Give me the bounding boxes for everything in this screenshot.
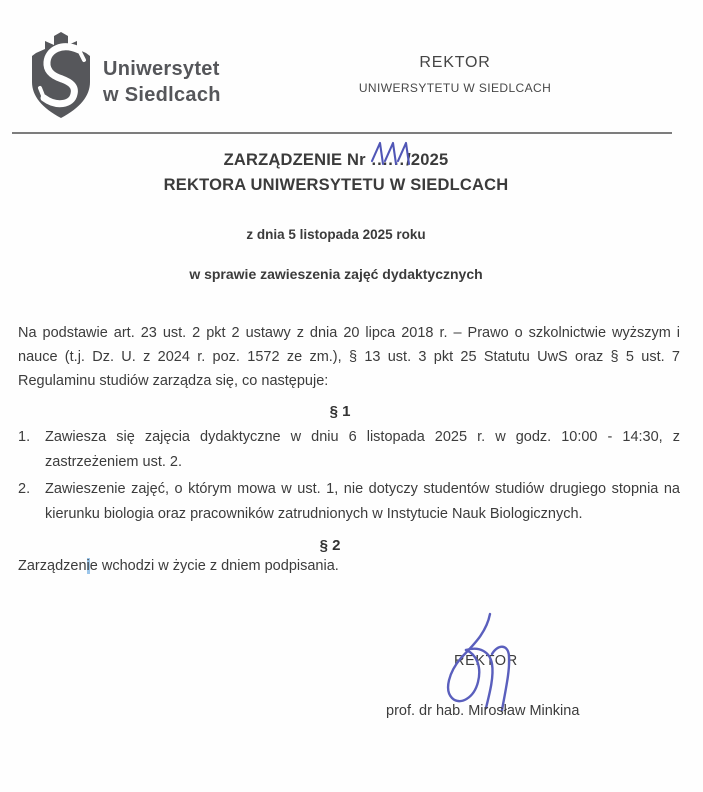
letterhead bbox=[330, 54, 580, 95]
university-shield-logo-icon bbox=[24, 30, 98, 120]
ordinance-number-line bbox=[0, 151, 672, 170]
signature-role-label: REKTOR bbox=[454, 653, 518, 669]
letterhead-subtitle: UNIWERSYTETU W SIEDLCACH bbox=[358, 81, 552, 95]
effective-date-sentence bbox=[18, 558, 339, 574]
logo-line1: Uniwersytet bbox=[103, 58, 220, 80]
section-2-heading: § 2 bbox=[319, 537, 341, 554]
section-1-heading: § 1 bbox=[329, 403, 351, 420]
sentence-part2: e wchodzi w życie z dniem podpisania. bbox=[89, 558, 339, 574]
logo-line2: w Siedlcach bbox=[103, 84, 221, 106]
list-item bbox=[18, 425, 680, 475]
ordinance-subject-line: w sprawie zawieszenia zajęć dydaktycznych bbox=[189, 266, 483, 282]
list-item-text: Zawiesza się zajęcia dydaktyczne w dniu 6 listopada 2025 r. w godz. 10:00 - 14:30, z zastrzeżeniem ust. 2. bbox=[45, 429, 680, 470]
ordinance-issuer-line: REKTORA UNIWERSYTETU W SIEDLCACH bbox=[163, 176, 509, 194]
legal-basis-paragraph: Na podstawie art. 23 ust. 2 pkt 2 ustawy z dnia 20 lipca 2018 r. – Prawo o szkolnictwie wyższym i nauce (t.j. Dz. U. z 2024 r. poz. 1572 ze zm.), § 13 ust. 3 pkt 25 Statutu UwS oraz § 5 ust. 7 Regulaminu studiów zarządza się, co następuje: bbox=[18, 325, 680, 389]
signatory-name: prof. dr hab. Mirosław Minkina bbox=[386, 703, 580, 719]
list-item-text: Zawieszenie zajęć, o którym mowa w ust. 1, nie dotyczy studentów studiów drugiego stopnia na kierunku biologia oraz pracowników zatrudnionych w Instytucie Nauk Biologicznych. bbox=[45, 481, 680, 522]
list-item-number: 2. bbox=[18, 481, 31, 497]
ordinance-title-suffix: /2025 bbox=[406, 151, 449, 169]
scan-cursor-artifact: i bbox=[86, 558, 90, 574]
number-dotted-line: ...... bbox=[371, 151, 406, 169]
list-item bbox=[18, 477, 680, 527]
ordinance-number-field bbox=[371, 151, 407, 170]
title-block bbox=[0, 151, 672, 282]
letterhead-title: REKTOR bbox=[419, 54, 491, 71]
handwritten-number-111 bbox=[369, 140, 413, 168]
ordinance-title-prefix: ZARZĄDZENIE Nr bbox=[223, 151, 371, 169]
ordinance-date-line: z dnia 5 listopada 2025 roku bbox=[246, 227, 426, 242]
header-divider bbox=[12, 132, 672, 134]
logo-wordmark bbox=[103, 56, 221, 108]
section-1-list bbox=[18, 425, 680, 529]
sentence-part1: Zarządzen bbox=[18, 558, 87, 574]
list-item-number: 1. bbox=[18, 429, 31, 445]
